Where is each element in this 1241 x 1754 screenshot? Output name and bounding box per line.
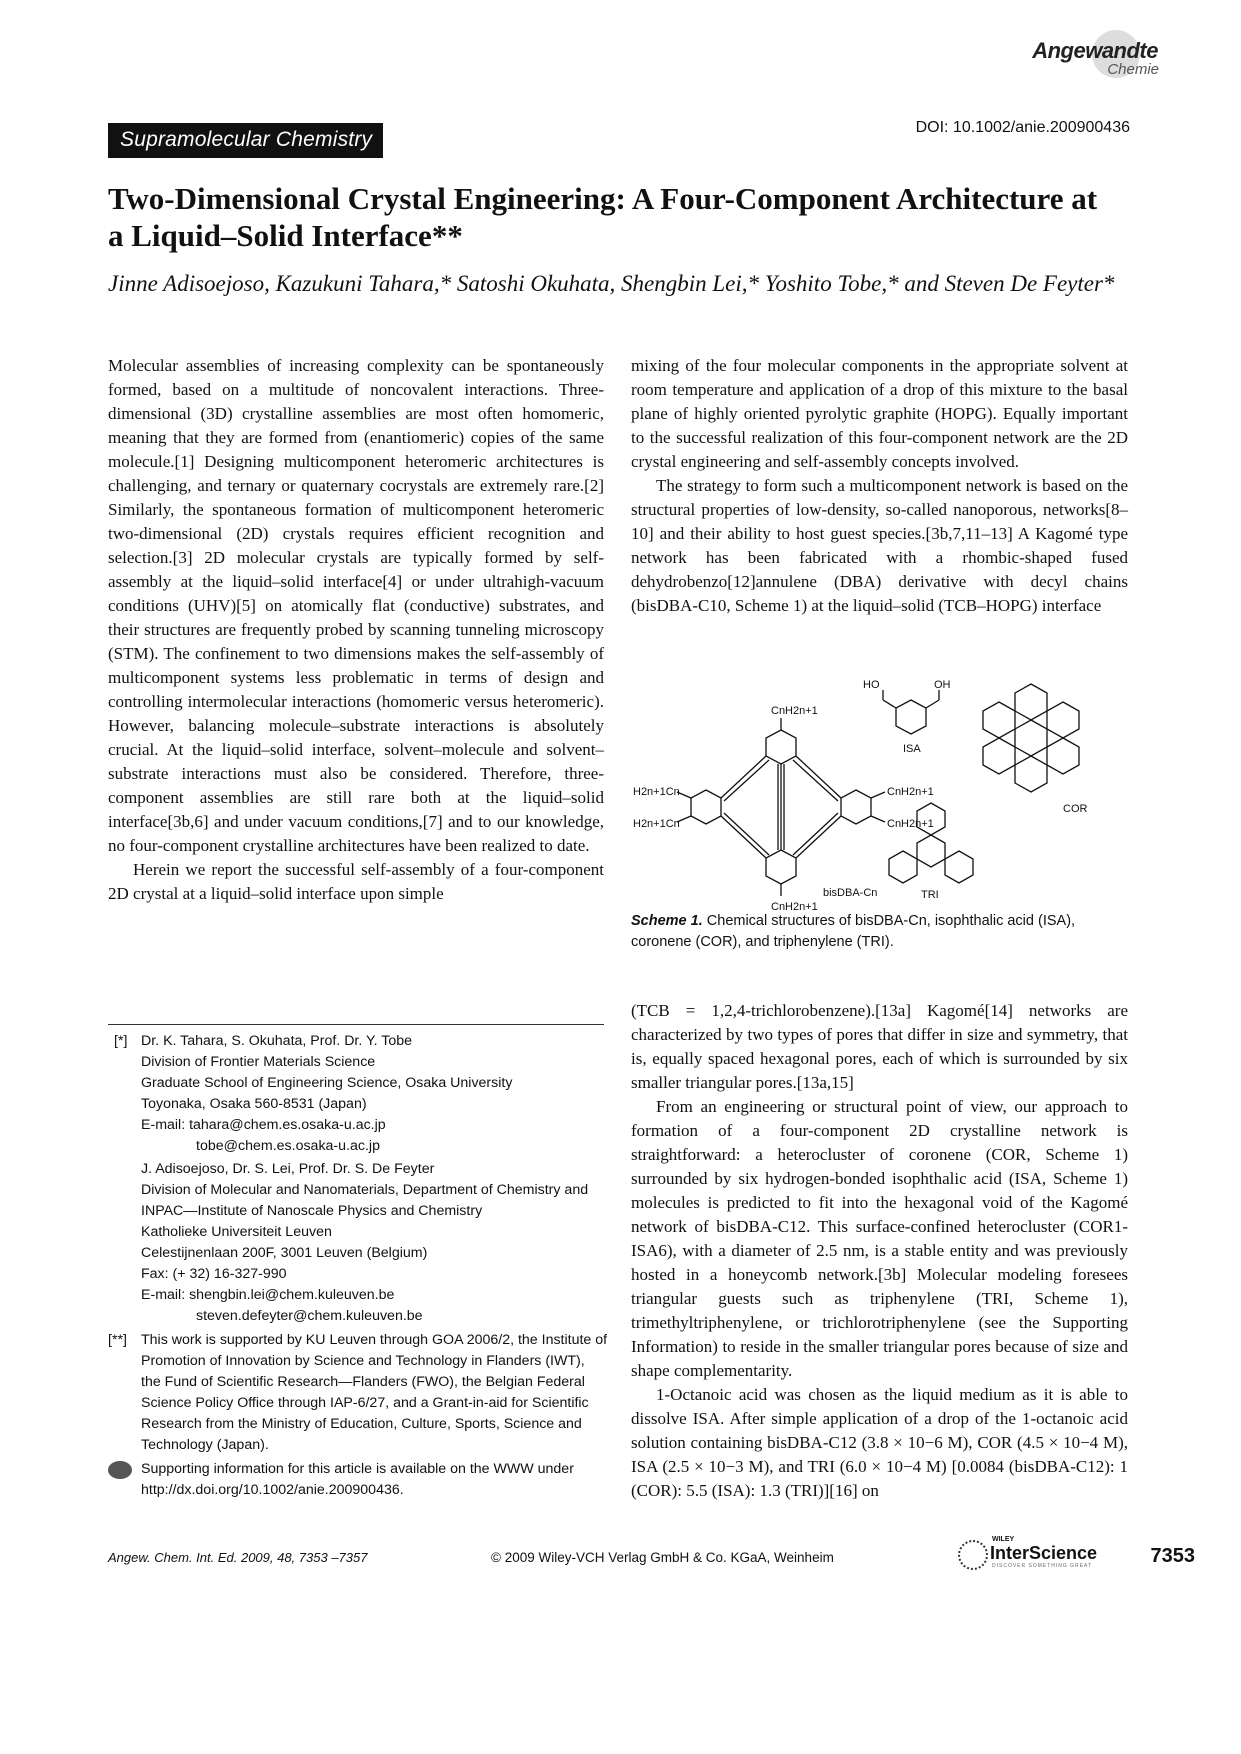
label-right-chain-1: CnH2n+1 xyxy=(887,786,934,798)
publisher-small: WILEY xyxy=(992,1536,1015,1543)
funding-text: This work is supported by KU Leuven through GOA 2006/2, the Institute of Promotion of Innovation by Science and Technology in Flanders (IWT), the Fund of Scientific Research—Flanders (FWO), the Belgian Federal Science Policy Office through IAP-6/27, and a Grant-in-aid for Scientific Research from the Ministry of Education, Culture, Sports, Science and Technology (Japan). xyxy=(141,1332,608,1453)
footnote-affiliations xyxy=(108,1031,608,1327)
scheme-caption xyxy=(631,911,1128,953)
affil-line: Division of Frontier Materials Science xyxy=(141,1054,376,1070)
footnote-mark: [*] xyxy=(114,1033,128,1049)
label-left-chain-2: H2n+1Cn xyxy=(633,818,680,830)
label-cor: COR xyxy=(1063,803,1088,815)
triphenylene-structure xyxy=(889,803,973,883)
footnote-divider xyxy=(108,1024,604,1025)
affil-line: Division of Molecular and Nanomaterials, Department of Chemistry and xyxy=(141,1182,589,1198)
label-top-chain: CnH2n+1 xyxy=(771,705,818,717)
benzene-ring-bottom xyxy=(766,850,796,884)
email-line[interactable]: E-mail: tahara@chem.es.osaka-u.ac.jp xyxy=(141,1117,386,1133)
publisher-name: InterScience xyxy=(990,1543,1098,1563)
affil-line: Toyonaka, Osaka 560-8531 (Japan) xyxy=(141,1096,367,1112)
copyright: © 2009 Wiley-VCH Verlag GmbH & Co. KGaA, Weinheim xyxy=(491,1550,834,1565)
paragraph: From an engineering or structural point of view, our approach to formation of a four-component 2D crystalline network is straightforward: a heterocluster of coronene (COR, Scheme 1) surrounded by six hydrogen-bonded isophthalic acid (ISA, Scheme 1) molecules is predicted to fit into the hexagonal void of the Kagomé network of bisDBA-C12. This surface-confined heterocluster (COR1-ISA6), with a diameter of 2.5 nm, is a stable entity and was previously hosted in a honeycomb network.[3b] Molecular modeling foresees triangular guests such as triphenylene (TRI, Scheme 1), trimethyltriphenylene, or trichlorotriphenylene (see the Supporting Information) to reside in the smaller triangular pores because of size and shape complementarity. xyxy=(631,1097,1128,1380)
author-list: Jinne Adisoejoso, Kazukuni Tahara,* Satoshi Okuhata, Shengbin Lei,* Yoshito Tobe,* and Steven De Feyter* xyxy=(108,271,1115,296)
email-line[interactable]: tobe@chem.es.osaka-u.ac.jp xyxy=(196,1138,380,1154)
label-ho: HO xyxy=(863,679,880,691)
paragraph: 1-Octanoic acid was chosen as the liquid medium as it is able to dissolve ISA. After simple application of a drop of the 1-octanoic acid solution containing bisDBA-C12 (3.8 × 10−6 M), COR (4.5 × 10−4 M), ISA (2.5 × 10−3 M), and TRI (6.0 × 10−4 M) [0.0084 (bisDBA-C12): 1 (COR): 5.5 (ISA): 1.3 (TRI)][16] on xyxy=(631,1385,1128,1500)
affil-line: Katholieke Universiteit Leuven xyxy=(141,1224,332,1240)
footnote-funding xyxy=(108,1330,608,1456)
caption-text: Chemical structures of bisDBA-Cn, isophthalic acid (ISA), coronene (COR), and triphenylene (TRI). xyxy=(631,913,1076,950)
paragraph: (TCB = 1,2,4-trichlorobenzene).[13a] Kagomé[14] networks are characterized by two types of pores that differ in size and symmetry, that is, equally spaced hexagonal pores, each of which is surrounded by six smaller triangular pores.[13a,15] xyxy=(631,1001,1128,1092)
affil-line: Graduate School of Engineering Science, Osaka University xyxy=(141,1075,513,1091)
footnote-supporting xyxy=(108,1459,608,1501)
doi[interactable]: DOI: 10.1002/anie.200900436 xyxy=(915,119,1130,136)
column-right-bottom xyxy=(631,999,1128,1503)
email-line[interactable]: E-mail: shengbin.lei@chem.kuleuven.be xyxy=(141,1287,395,1303)
isa-ring xyxy=(896,700,926,734)
affil-line: INPAC—Institute of Nanoscale Physics and Chemistry xyxy=(141,1203,483,1219)
caption-label: Scheme 1. xyxy=(631,913,703,929)
label-bisdba: bisDBA-Cn xyxy=(823,887,878,899)
label-right-chain-2: CnH2n+1 xyxy=(887,818,934,830)
supporting-info-icon xyxy=(108,1461,132,1479)
coronene-structure xyxy=(983,684,1079,792)
paragraph: mixing of the four molecular components in the appropriate solvent at room temperature and application of a drop of this mixture to the basal plane of highly oriented pyrolytic graphite (HOPG). Equally important to the successful realization of this four-component network are the 2D crystal engineering and self-assembly concepts involved. xyxy=(631,356,1128,471)
affil-line: Fax: (+ 32) 16-327-990 xyxy=(141,1266,287,1282)
benzene-ring-left xyxy=(691,790,721,824)
publisher-logo xyxy=(958,1538,1128,1570)
affil-line: Dr. K. Tahara, S. Okuhata, Prof. Dr. Y. Tobe xyxy=(141,1033,413,1049)
logo-sub: Chemie xyxy=(1107,61,1159,78)
paragraph: Molecular assemblies of increasing complexity can be spontaneously formed, based on a multitude of noncovalent interactions. Three-dimensional (3D) crystalline assemblies are most often homomeric, meaning that they are formed from (enantiomeric) copies of the same molecule.[1] Designing multicomponent heteromeric architectures is challenging, and ternary or quaternary cocrystals are extremely rare.[2] Similarly, the spontaneous formation of multicomponent heteromeric two-dimensional (2D) crystals requires efficient recognition and selection.[3] 2D molecular crystals are typically formed by self-assembly at the liquid–solid interface[4] or under ultrahigh-vacuum conditions (UHV)[5] on atomically flat (conductive) substrates, and their structures are frequently probed by scanning tunneling microscopy (STM). The confinement to two dimensions makes the self-assembly of multicomponent systems less problematic in terms of design and controlling intermolecular interactions (homomeric versus heteromeric). However, balancing molecule–substrate interactions is absolutely crucial. At the liquid–solid interface, solvent–molecule and solvent–substrate interactions must also be considered. Therefore, three-component assemblies are still rare both at the liquid–solid interface[3b,6] and under vacuum conditions,[7] and to our knowledge, no four-component crystalline architectures have been realized to date. xyxy=(108,356,604,855)
journal-logo xyxy=(1032,30,1200,90)
label-bottom-chain: CnH2n+1 xyxy=(771,901,818,913)
footnotes xyxy=(108,1031,608,1501)
footnote-mark: [**] xyxy=(108,1332,127,1348)
label-tri: TRI xyxy=(921,889,939,901)
affil-line: J. Adisoejoso, Dr. S. Lei, Prof. Dr. S. De Feyter xyxy=(141,1161,435,1177)
paragraph: Herein we report the successful self-assembly of a four-component 2D crystal at a liquid–solid interface upon simple xyxy=(108,860,604,903)
label-isa: ISA xyxy=(903,743,921,755)
paragraph: The strategy to form such a multicomponent network is based on the structural properties of low-density, so-called nanoporous, networks[8–10] and their ability to host guest species.[3b,7,11–13] A Kagomé type network has been fabricated with a rhombic-shaped fused dehydrobenzo[12]annulene (DBA) derivative with decyl chains (bisDBA-C10, Scheme 1) at the liquid–solid (TCB–HOPG) interface xyxy=(631,476,1128,615)
logo-main: Angewandte xyxy=(1032,38,1158,63)
column-left xyxy=(108,354,604,906)
globe-icon xyxy=(958,1540,988,1570)
supporting-info-text[interactable]: Supporting information for this article is available on the WWW under http://dx.doi.org/10.1002/anie.200900436. xyxy=(141,1461,574,1498)
affil-line: Celestijnenlaan 200F, 3001 Leuven (Belgium) xyxy=(141,1245,428,1261)
page-number: 7353 xyxy=(1150,1545,1195,1567)
publisher-tag: DISCOVER SOMETHING GREAT xyxy=(992,1563,1093,1569)
article-title: Two-Dimensional Crystal Engineering: A Four-Component Architecture at a Liquid–Solid Interface** xyxy=(108,181,1098,253)
benzene-ring-right xyxy=(841,790,871,824)
citation: Angew. Chem. Int. Ed. 2009, 48, 7353 –7357 xyxy=(108,1550,368,1565)
section-label: Supramolecular Chemistry xyxy=(108,123,383,158)
column-right-top xyxy=(631,354,1128,618)
email-line[interactable]: steven.defeyter@chem.kuleuven.be xyxy=(196,1308,423,1324)
label-oh: OH xyxy=(934,679,951,691)
benzene-ring-top xyxy=(766,730,796,764)
label-left-chain-1: H2n+1Cn xyxy=(633,786,680,798)
